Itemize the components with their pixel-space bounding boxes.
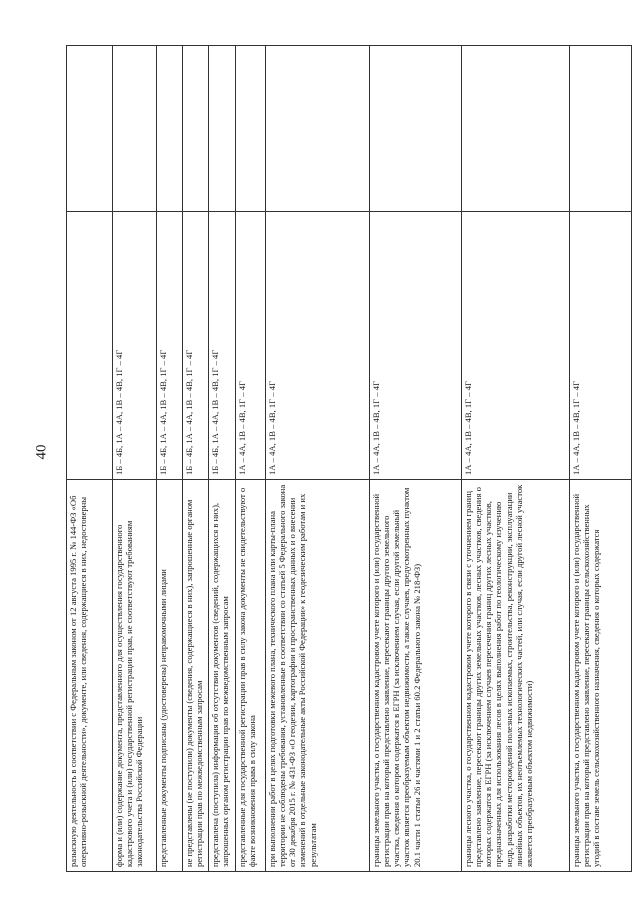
table-row bbox=[157, 46, 183, 872]
row-extra bbox=[67, 46, 113, 212]
table-row bbox=[236, 46, 266, 872]
row-codes: 1А – 4А, 1В – 4В, 1Г – 4Г bbox=[570, 212, 632, 480]
table-row bbox=[570, 46, 632, 872]
table-row bbox=[67, 46, 113, 872]
row-extra bbox=[462, 46, 570, 212]
table-row bbox=[113, 46, 157, 872]
row-description: не представлены (не поступили) документы (сведения, содержащиеся в них), запрошенные органом регистрации прав по межведомственным запросам bbox=[183, 480, 209, 872]
row-description: границы земельного участка, о государственном кадастровом учете которого и (или) государственной регистрации прав на который представлено заявление, пересекают границы сельскохозяйственных угодий в составе земель сельскохозяйственного назначения, сведения о которых содержатся bbox=[570, 480, 632, 872]
row-extra bbox=[157, 46, 183, 212]
row-codes: 1Б – 4Б, 1А – 4А, 1В – 4В, 1Г – 4Г bbox=[157, 212, 183, 480]
row-extra bbox=[370, 46, 462, 212]
row-extra bbox=[236, 46, 266, 212]
grounds-table bbox=[66, 45, 632, 872]
row-extra bbox=[183, 46, 209, 212]
row-extra bbox=[209, 46, 236, 212]
row-codes: 1Б – 4Б, 1А – 4А, 1В – 4В, 1Г – 4Г bbox=[183, 212, 209, 480]
table-row bbox=[183, 46, 209, 872]
row-extra bbox=[266, 46, 370, 212]
row-description: при выполнении работ в целях подготовки межевого плана, технического плана или карты-плана территории не соблюдены требования, установленные в соответствии со статьей 5 Федерального закона от 30 декабря 2015 г. № 431-ФЗ «О геодезии, картографии и пространственных данных и о внесении изменений в отдельные законодательные акты Российской Федерации» к геодезическим работам и их результатам bbox=[266, 480, 370, 872]
row-codes: 1Б – 4Б, 1А – 4А, 1В – 4В, 1Г – 4Г bbox=[209, 212, 236, 480]
row-extra bbox=[113, 46, 157, 212]
row-description: форма и (или) содержание документа, представленного для осуществления государственного кадастрового учета и (или) государственной регистрации прав, не соответствуют требованиям законодательства Российской Федерации bbox=[113, 480, 157, 872]
row-description: границы лесного участка, о государственном кадастровом учете которого в связи с уточнением границ представлено заявление, пересекают границы других земельных участков, лесных участков, сведения о которых содержатся в ЕГРН (за исключением случаев пересечения границ других лесных участков, предназначенных для использования лесов в целях выполнения работ по геологическому изучению недр, разработки месторождений полезных ископаемых, строительства, реконструкции, эксплуатации линейных объектов, их неотъемлемых технологических частей, или случая, если другой лесной участок является преобразуемым объектом недвижимости) bbox=[462, 480, 570, 872]
row-codes: 1А – 4А, 1В – 4В, 1Г – 4Г bbox=[236, 212, 266, 480]
row-description: границы земельного участка, о государственном кадастровом учете которого и (или) государственной регистрации прав на который представлено заявление, пересекают границы другого земельного участка, сведения о котором содержатся в ЕГРН (за исключением случая, если другой земельный участок является преобразуемым объектом недвижимости, а также случаев, предусмотренных пунктом 20.1 части 1 статьи 26 и частями 1 и 2 статьи 60.2 Федерального закона № 218-ФЗ) bbox=[370, 480, 462, 872]
row-codes: 1А – 4А, 1В – 4В, 1Г – 4Г bbox=[462, 212, 570, 480]
table-row bbox=[266, 46, 370, 872]
row-codes: 1Б – 4Б, 1А – 4А, 1В – 4В, 1Г – 4Г bbox=[113, 212, 157, 480]
row-description: представленные для государственной регистрации прав в силу закона документы не свидетельствуют о факте возникновения права в силу закона bbox=[236, 480, 266, 872]
row-description: представленные документы подписаны (удостоверены) неправомочными лицами bbox=[157, 480, 183, 872]
table-row bbox=[462, 46, 570, 872]
rotated-table-container bbox=[66, 46, 602, 872]
row-extra bbox=[570, 46, 632, 212]
table-row bbox=[370, 46, 462, 872]
row-description: представлена (поступила) информация об отсутствии документов (сведений, содержащихся в них), запрошенных органом регистрации прав по межведомственным запросам bbox=[209, 480, 236, 872]
row-codes: 1А – 4А, 1В – 4В, 1Г – 4Г bbox=[370, 212, 462, 480]
row-codes: 1А – 4А, 1В – 4В, 1Г – 4Г bbox=[266, 212, 370, 480]
row-codes bbox=[67, 212, 113, 480]
table-row bbox=[209, 46, 236, 872]
row-description: разыскную деятельность в соответствии с Федеральным законом от 12 августа 1995 г. № 144-ФЗ «Об оперативно-розыскной деятельности», документе, или сведения, содержащиеся в них, недостоверны bbox=[67, 480, 113, 872]
page-number: 40 bbox=[33, 444, 50, 460]
